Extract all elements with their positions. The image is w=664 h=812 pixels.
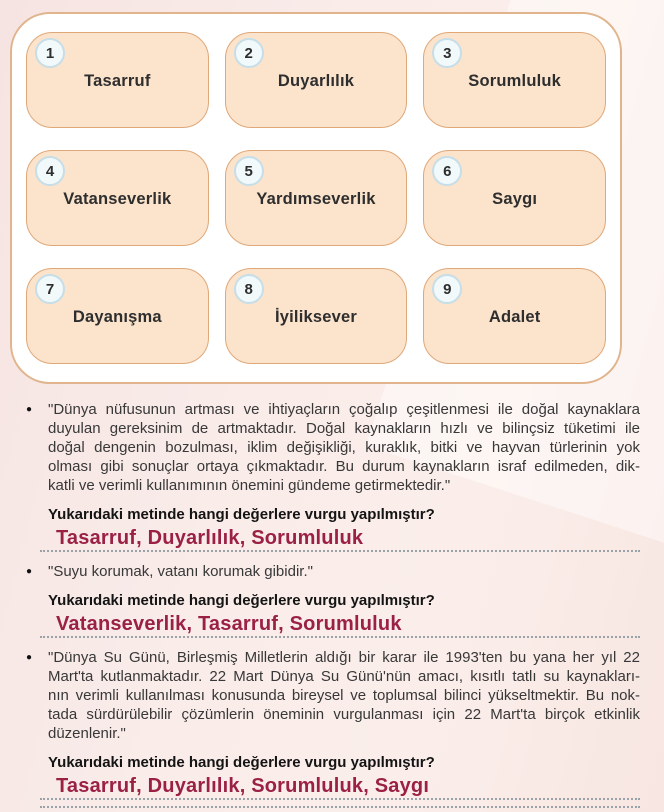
card-label: Duyarlılık xyxy=(277,71,355,90)
question-text: Yukarıdaki metinde hangi değerlere vurgu yapılmıştır? xyxy=(48,754,435,771)
card-label: Dayanışma xyxy=(72,307,162,326)
value-card-5 xyxy=(225,150,408,246)
value-card-2 xyxy=(225,32,408,128)
passage-line: tada sürdürülebilir çözümlerin öneminin vurgulanması için 22 Mart'ta birçok etkinlik xyxy=(48,706,640,723)
answer-text: Vatanseverlik, Tasarruf, Sorumluluk xyxy=(56,613,402,635)
passage-line: "Dünya nüfusunun artması ve ihtiyaçların çoğalıp çeşitlenmesi ile doğal kaynaklara xyxy=(48,401,640,418)
card-label: Adalet xyxy=(488,307,541,326)
value-card-1 xyxy=(26,32,209,128)
question-text: Yukarıdaki metinde hangi değerlere vurgu yapılmıştır? xyxy=(48,506,435,523)
passage-text xyxy=(48,400,640,495)
answer-text: Tasarruf, Duyarlılık, Sorumluluk xyxy=(56,527,364,549)
passage-row xyxy=(26,648,640,743)
passage-row xyxy=(26,400,640,495)
value-card-9 xyxy=(423,268,606,364)
card-number-badge: 5 xyxy=(234,156,264,186)
passage-line: olması gibi sonuçlar ortaya çıkmaktadır. Bu durum kaynakların israf edilmeden, dik- xyxy=(48,458,640,475)
empty-answer-line xyxy=(40,806,640,808)
card-label: Vatanseverlik xyxy=(63,189,172,208)
card-label: Yardımseverlik xyxy=(256,189,376,208)
value-card-3 xyxy=(423,32,606,128)
exercise-list xyxy=(0,384,664,808)
passage-row xyxy=(26,562,640,581)
card-label: Saygı xyxy=(492,189,538,208)
card-number-badge: 1 xyxy=(35,38,65,68)
exercise-2 xyxy=(26,562,640,638)
card-label: Sorumluluk xyxy=(468,71,562,90)
card-number-badge: 4 xyxy=(35,156,65,186)
answer-text: Tasarruf, Duyarlılık, Sorumluluk, Saygı xyxy=(56,775,430,797)
bullet-icon: ● xyxy=(26,652,33,663)
card-number-badge: 6 xyxy=(432,156,462,186)
exercise-1 xyxy=(26,400,640,552)
passage-text xyxy=(48,562,640,581)
value-card-8 xyxy=(225,268,408,364)
card-number-badge: 3 xyxy=(432,38,462,68)
passage-line: "Suyu korumak, vatanı korumak gibidir." xyxy=(48,563,313,580)
passage-line: Mart'ta kutlanmaktadır. 22 Mart Dünya Su Günü'nün amacı, kısıtlı tatlı su kaynakları- xyxy=(48,668,640,685)
passage-line: doğal dengenin bozulması, iklim değişikliği, kuraklık, bitki ve hayvan türlerinin yok xyxy=(48,439,640,456)
card-number-badge: 9 xyxy=(432,274,462,304)
bullet-icon: ● xyxy=(26,404,33,415)
value-card-7 xyxy=(26,268,209,364)
card-number-badge: 7 xyxy=(35,274,65,304)
passage-line: "Dünya Su Günü, Birleşmiş Milletlerin aldığı bir karar ile 1993'ten bu yana her yıl 22 xyxy=(48,649,640,666)
values-panel xyxy=(10,12,622,384)
answer-line xyxy=(40,774,640,800)
passage-line: düzenlenir." xyxy=(48,725,126,742)
value-card-6 xyxy=(423,150,606,246)
passage-text xyxy=(48,648,640,743)
card-number-badge: 8 xyxy=(234,274,264,304)
passage-line: duyulan gereksinim de artmaktadır. Doğal kaynakların hızlı ve bilinçsiz tüketimi ile xyxy=(48,420,640,437)
card-number-badge: 2 xyxy=(234,38,264,68)
bullet-icon: ● xyxy=(26,566,33,577)
passage-line: katli ve verimli kullanımının önemini gündeme getirmektedir." xyxy=(48,477,451,494)
exercise-3 xyxy=(26,648,640,800)
question-text: Yukarıdaki metinde hangi değerlere vurgu yapılmıştır? xyxy=(48,592,435,609)
answer-line xyxy=(40,526,640,552)
card-label: Tasarruf xyxy=(84,71,151,90)
passage-line: nın verimli kullanılması konusunda bireysel ve toplumsal bilinci yükseltmektir. Bu nok- xyxy=(48,687,640,704)
card-label: İyiliksever xyxy=(274,307,357,326)
value-card-4 xyxy=(26,150,209,246)
answer-line xyxy=(40,612,640,638)
